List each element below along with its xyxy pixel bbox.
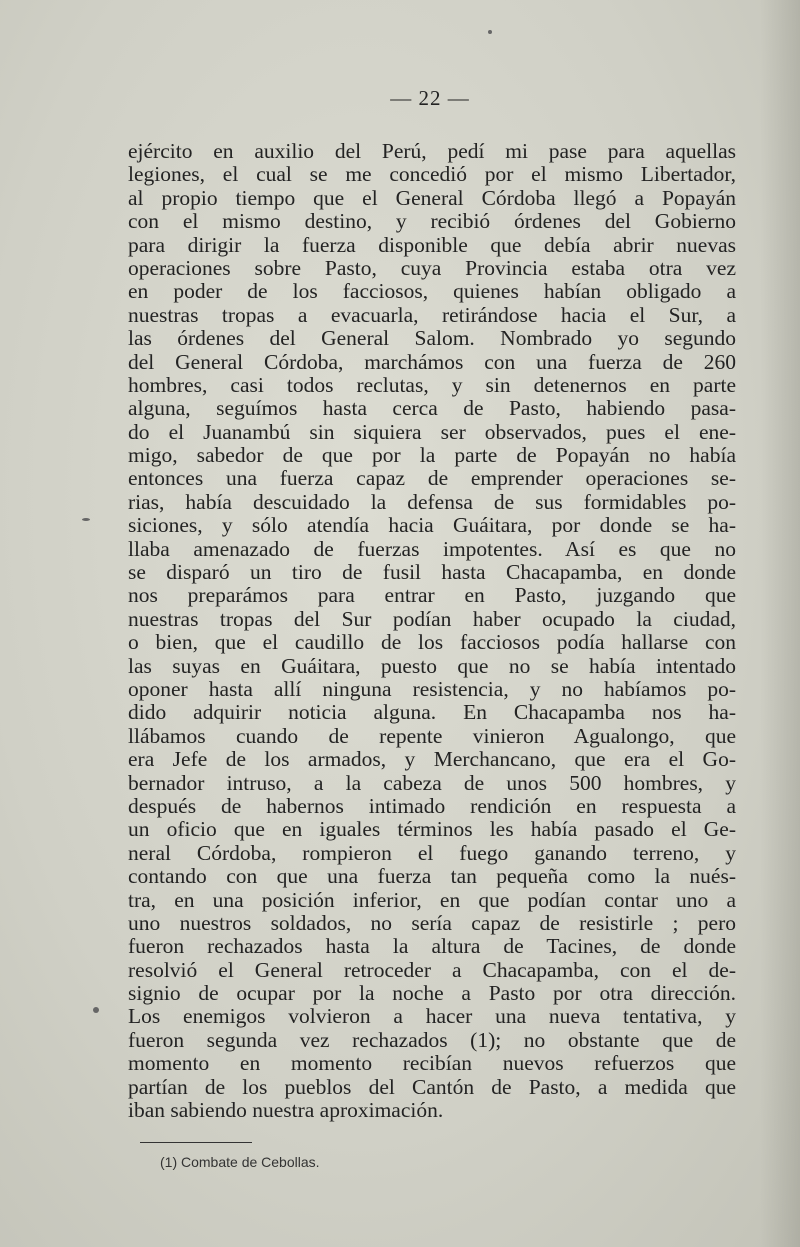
text-line: fueron segunda vez rechazados (1); no obstante que de (128, 1027, 736, 1052)
text-line: entonces una fuerza capaz de emprender operaciones se- (128, 466, 736, 491)
text-line: iban sabiendo nuestra aproximación. (128, 1098, 444, 1123)
text-line: do el Juanambú sin siquiera ser observados, pues el ene- (128, 419, 736, 444)
text-line: bernador intruso, a la cabeza de unos 500 hombres, y (128, 770, 736, 795)
text-line: hombres, casi todos reclutas, y sin detenernos en parte (128, 372, 736, 397)
text-line: después de habernos intimado rendición en respuesta a (128, 793, 736, 818)
text-line: contando con que una fuerza tan pequeña como la nués- (128, 864, 736, 889)
text-line: partían de los pueblos del Cantón de Pasto, a medida que (128, 1074, 736, 1099)
text-line: nos preparámos para entrar en Pasto, juzgando que (128, 583, 736, 608)
text-line: o bien, que el caudillo de los facciosos podía hallarse con (128, 630, 736, 655)
body-text (128, 140, 736, 1122)
text-line: dido adquirir noticia alguna. En Chacapamba nos ha- (128, 700, 736, 725)
text-line: llaba amenazado de fuerzas impotentes. Así es que no (128, 536, 736, 561)
text-line: legiones, el cual se me concedió por el mismo Libertador, (128, 162, 736, 187)
text-line: signio de ocupar por la noche a Pasto por otra dirección. (128, 981, 736, 1006)
text-line: neral Córdoba, rompieron el fuego ganando terreno, y (128, 840, 736, 865)
text-line: al propio tiempo que el General Córdoba llegó a Popayán (128, 185, 736, 210)
text-line: tra, en una posición inferior, en que podían contar uno a (128, 887, 736, 912)
footnote-divider (140, 1142, 252, 1143)
text-line: Los enemigos volvieron a hacer una nueva tentativa, y (128, 1004, 736, 1029)
paper-speck (93, 1007, 99, 1013)
text-line: operaciones sobre Pasto, cuya Provincia estaba otra vez (128, 255, 736, 280)
page-number: — 22 — (390, 86, 470, 110)
text-line: se disparó un tiro de fusil hasta Chacapamba, en donde (128, 560, 736, 585)
text-line: migo, sabedor de que por la parte de Popayán no había (128, 443, 736, 468)
text-line: las suyas en Guáitara, puesto que no se había intentado (128, 653, 736, 678)
text-line: para dirigir la fuerza disponible que debía abrir nuevas (128, 232, 736, 257)
text-line: nuestras tropas del Sur podían haber ocupado la ciudad, (128, 606, 736, 631)
text-line: momento en momento recibían nuevos refuerzos que (128, 1051, 736, 1076)
text-line: ejército en auxilio del Perú, pedí mi pase para aquellas (128, 139, 736, 163)
text-line: oponer hasta allí ninguna resistencia, y no habíamos po- (128, 676, 736, 701)
footnote: (1) Combate de Cebollas. (160, 1154, 320, 1170)
text-line: siciones, y sólo atendía hacia Guáitara, por donde se ha- (128, 513, 736, 538)
text-line: un oficio que en iguales términos les había pasado el Ge- (128, 817, 736, 842)
page-edge-shadow (760, 0, 800, 1247)
text-line: con el mismo destino, y recibió órdenes del Gobierno (128, 209, 736, 234)
text-line: las órdenes del General Salom. Nombrado yo segundo (128, 326, 736, 351)
text-line: del General Córdoba, marchámos con una fuerza de 260 (128, 349, 736, 374)
text-line: en poder de los facciosos, quienes habían obligado a (128, 279, 736, 304)
paper-speck (82, 518, 90, 521)
paper-speck (488, 30, 492, 34)
text-line: llábamos cuando de repente vinieron Agualongo, que (128, 723, 736, 748)
text-line: nuestras tropas a evacuarla, retirándose hacia el Sur, a (128, 302, 736, 327)
text-line: alguna, seguímos hasta cerca de Pasto, habiendo pasa- (128, 396, 736, 421)
text-line: resolvió el General retroceder a Chacapamba, con el de- (128, 957, 736, 982)
text-line: era Jefe de los armados, y Merchancano, que era el Go- (128, 747, 736, 772)
text-line: uno nuestros soldados, no sería capaz de resistirle ; pero (128, 910, 736, 935)
text-line: fueron rechazados hasta la altura de Tacines, de donde (128, 934, 736, 959)
text-line: rias, había descuidado la defensa de sus formidables po- (128, 489, 736, 514)
